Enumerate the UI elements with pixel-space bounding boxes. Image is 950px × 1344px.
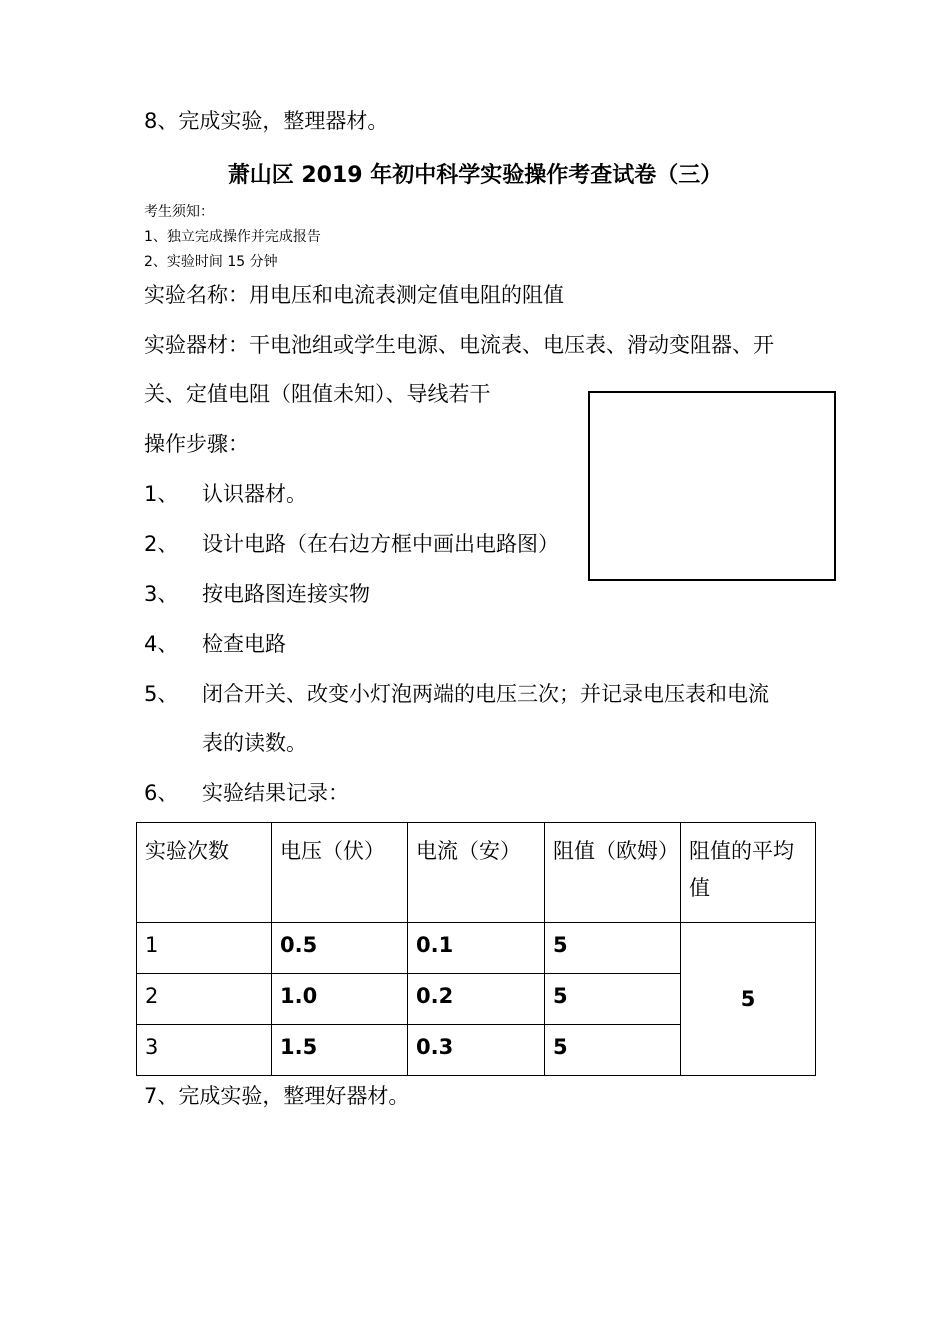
table-cell: 1 xyxy=(137,923,272,974)
experiment-name: 实验名称：用电压和电流表测定值电阻的阻值 xyxy=(144,283,564,307)
steps-heading: 操作步骤： xyxy=(144,432,249,456)
table-cell: 5 xyxy=(545,923,681,974)
table-cell: 0.3 xyxy=(408,1025,545,1076)
average-resistance-cell: 5 xyxy=(681,923,816,1076)
table-header-row xyxy=(137,823,816,923)
table-header-cell: 阻值（欧姆） xyxy=(545,823,681,923)
step-number: 1、 xyxy=(144,482,179,506)
equipment-line: 关、定值电阻（阻值未知）、导线若干 xyxy=(144,382,491,406)
table-cell: 0.2 xyxy=(408,974,545,1025)
table-cell: 1.5 xyxy=(272,1025,408,1076)
table-cell: 5 xyxy=(545,974,681,1025)
step-text: 检查电路 xyxy=(202,632,286,656)
step-text: 认识器材。 xyxy=(202,482,307,506)
final-line: 7、完成实验，整理好器材。 xyxy=(144,1084,410,1108)
table-cell: 0.5 xyxy=(272,923,408,974)
step-number: 3、 xyxy=(144,582,179,606)
page-title: 萧山区 2019 年初中科学实验操作考查试卷（三） xyxy=(227,163,723,188)
table-header-cell: 阻值的平均值 xyxy=(681,823,816,923)
step-number: 6、 xyxy=(144,781,179,805)
results-table xyxy=(136,822,816,1076)
step-text: 实验结果记录： xyxy=(202,781,349,805)
equipment-line: 实验器材：干电池组或学生电源、电流表、电压表、滑动变阻器、开 xyxy=(144,333,774,357)
table-cell: 5 xyxy=(545,1025,681,1076)
step-text: 闭合开关、改变小灯泡两端的电压三次；并记录电压表和电流 xyxy=(202,682,769,706)
top-line: 8、完成实验，整理器材。 xyxy=(144,109,389,133)
notice-item: 2、实验时间 15 分钟 xyxy=(144,254,278,270)
table-header-cell: 电压（伏） xyxy=(272,823,408,923)
circuit-diagram-box xyxy=(588,391,836,581)
step-number: 5、 xyxy=(144,682,179,706)
table-cell: 2 xyxy=(137,974,272,1025)
step-number: 4、 xyxy=(144,632,179,656)
table-cell: 3 xyxy=(137,1025,272,1076)
table-header-cell: 实验次数 xyxy=(137,823,272,923)
table-cell: 1.0 xyxy=(272,974,408,1025)
table-row xyxy=(137,923,816,974)
notice-heading: 考生须知： xyxy=(144,204,214,220)
table-header-cell: 电流（安） xyxy=(408,823,545,923)
notice-item: 1、独立完成操作并完成报告 xyxy=(144,229,321,245)
step-number: 2、 xyxy=(144,532,179,556)
step-text: 按电路图连接实物 xyxy=(202,582,370,606)
table-cell: 0.1 xyxy=(408,923,545,974)
step-text-continued: 表的读数。 xyxy=(202,731,307,755)
step-text: 设计电路（在右边方框中画出电路图） xyxy=(202,532,559,556)
